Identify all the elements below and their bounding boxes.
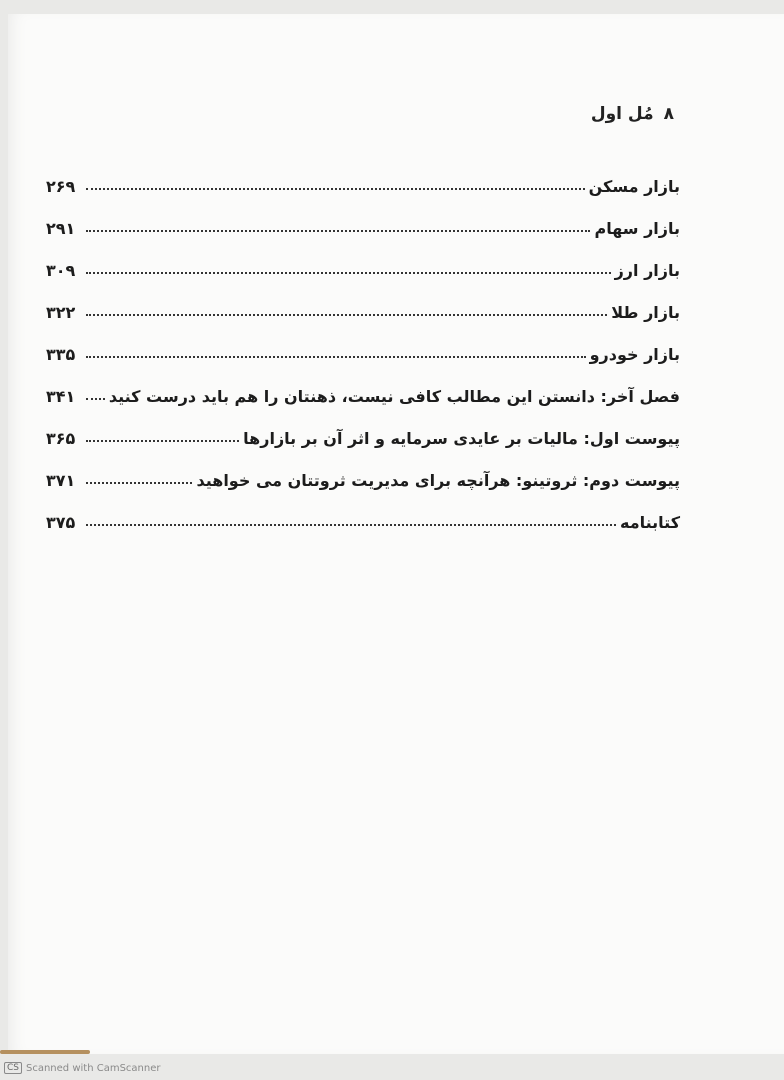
header-title: مُل اول <box>590 104 654 124</box>
toc-entry-title: پیوست دوم: ثروتینو: هرآنچه برای مدیریت ثروتتان می خواهید <box>196 471 680 490</box>
toc-entry-page: ۳۷۱ <box>46 471 76 490</box>
toc-entry-page: ۳۲۲ <box>46 303 76 322</box>
toc-entry-page: ۲۶۹ <box>46 177 76 196</box>
toc-leader-dots <box>86 356 586 358</box>
toc-leader-dots <box>86 524 616 526</box>
toc-entry-title: بازار مسکن <box>588 177 680 196</box>
toc-leader-dots <box>86 188 585 190</box>
toc-leader-dots <box>86 440 239 442</box>
page-header <box>591 104 674 124</box>
toc-entry-page: ۳۳۵ <box>46 345 76 364</box>
watermark-text: Scanned with CamScanner <box>26 1062 161 1074</box>
toc-entry <box>46 406 680 448</box>
toc-entry-page: ۳۰۹ <box>46 261 76 280</box>
toc-entry-title: کتابنامه <box>620 513 680 532</box>
camscanner-logo-icon: CS <box>4 1062 22 1074</box>
book-page <box>8 14 784 1054</box>
toc-entry-page: ۳۴۱ <box>46 387 76 406</box>
toc-entry-page: ۳۷۵ <box>46 513 76 532</box>
toc-entry <box>46 364 680 406</box>
page-edge-shadow <box>0 1050 90 1054</box>
toc-entry <box>46 154 680 196</box>
toc-leader-dots <box>86 398 105 400</box>
scanner-watermark <box>4 1062 161 1074</box>
toc-entry-title: بازار ارز <box>614 261 680 280</box>
toc-entry <box>46 490 680 532</box>
toc-entry-title: بازار طلا <box>611 303 680 322</box>
toc-entry <box>46 196 680 238</box>
toc-leader-dots <box>86 272 611 274</box>
toc-entry-title: بازار سهام <box>594 219 680 238</box>
toc-entry-page: ۲۹۱ <box>46 219 76 238</box>
toc-entry <box>46 280 680 322</box>
table-of-contents <box>46 154 680 532</box>
toc-leader-dots <box>86 230 590 232</box>
toc-entry <box>46 238 680 280</box>
header-page-number: ۸ <box>663 104 674 124</box>
toc-entry-title: پیوست اول: مالیات بر عایدی سرمایه و اثر آن بر بازارها <box>243 429 680 448</box>
toc-entry-title: بازار خودرو <box>589 345 680 364</box>
toc-entry <box>46 322 680 364</box>
toc-entry-title: فصل آخر: دانستن این مطالب کافی نیست، ذهنتان را هم باید درست کنید <box>108 387 680 406</box>
toc-leader-dots <box>86 314 607 316</box>
toc-entry <box>46 448 680 490</box>
toc-entry-page: ۳۶۵ <box>46 429 76 448</box>
toc-leader-dots <box>86 482 192 484</box>
